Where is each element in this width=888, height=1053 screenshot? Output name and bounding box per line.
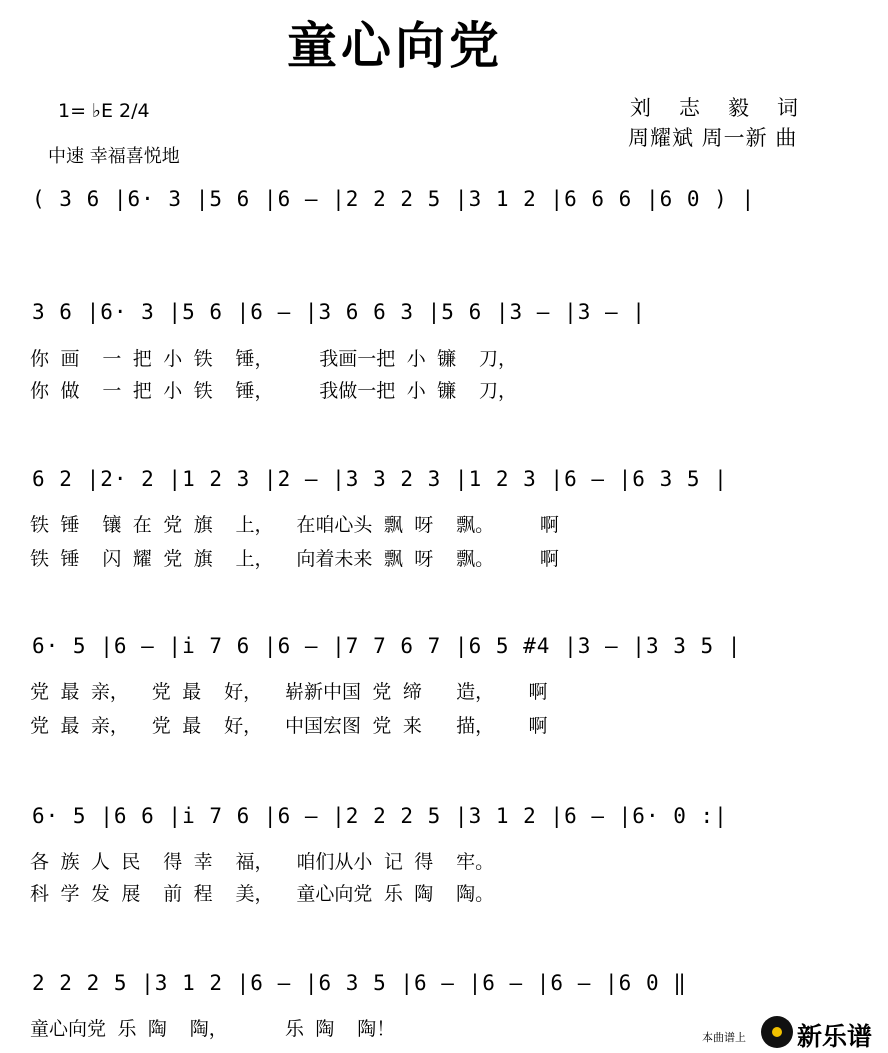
lyric-line-2-verse-1: 你 画 一 把 小 铁 锤， 我画一把 小 镰 刀， <box>30 348 518 370</box>
record-disc-icon <box>761 1016 793 1048</box>
notation-line-3: 6 2 |2· 2 |1 2 3 |2 — |3 3 2 3 |1 2 3 |6 — |6 3 5 | <box>32 467 728 491</box>
lyric-line-3-verse-2: 铁 锤 闪 耀 党 旗 上， 向着未来 飘 呀 飘。 啊 <box>30 548 559 570</box>
lyric-line-3-verse-1: 铁 锤 镶 在 党 旗 上， 在咱心头 飘 呀 飘。 啊 <box>30 514 559 536</box>
tempo-marking: 中速 幸福喜悦地 <box>48 146 180 167</box>
footer-source: 本曲谱上 <box>702 1031 746 1044</box>
notation-line-6: 2 2 2 5 |3 1 2 |6 — |6 3 5 |6 — |6 — |6 — |6 0 ‖ <box>32 971 687 995</box>
lyricist-credit: 刘志毅词 <box>630 96 826 120</box>
key-signature: 1= ♭E 2/4 <box>58 100 150 122</box>
lyric-line-6: 童心向党 乐 陶 陶， 乐 陶 陶！ <box>30 1018 396 1040</box>
lyric-line-5-verse-1: 各 族 人 民 得 幸 福， 咱们从小 记 得 牢。 <box>30 851 495 873</box>
notation-line-1: ( 3 6 |6· 3 |5 6 |6 — |2 2 2 5 |3 1 2 |6 6 6 |6 0 ) | <box>32 187 756 211</box>
lyric-line-2-verse-2: 你 做 一 把 小 铁 锤， 我做一把 小 镰 刀， <box>30 380 518 402</box>
lyric-line-4-verse-1: 党 最 亲， 党 最 好， 崭新中国 党 缔 造， 啊 <box>30 681 548 703</box>
composer-credit: 周耀斌 周一新 曲 <box>628 126 798 150</box>
brand-logo[interactable]: 新乐谱 <box>797 1022 873 1051</box>
page-title: 童心向党 <box>287 17 503 75</box>
notation-line-4: 6· 5 |6 — |i 7 6 |6 — |7 7 6 7 |6 5 #4 |3 — |3 3 5 | <box>32 634 742 658</box>
lyric-line-5-verse-2: 科 学 发 展 前 程 美， 童心向党 乐 陶 陶。 <box>30 883 495 905</box>
notation-line-2: 3 6 |6· 3 |5 6 |6 — |3 6 6 3 |5 6 |3 — |3 — | <box>32 300 646 324</box>
notation-line-5: 6· 5 |6 6 |i 7 6 |6 — |2 2 2 5 |3 1 2 |6 — |6· 0 :| <box>32 804 728 828</box>
lyric-line-4-verse-2: 党 最 亲， 党 最 好， 中国宏图 党 来 描， 啊 <box>30 715 548 737</box>
